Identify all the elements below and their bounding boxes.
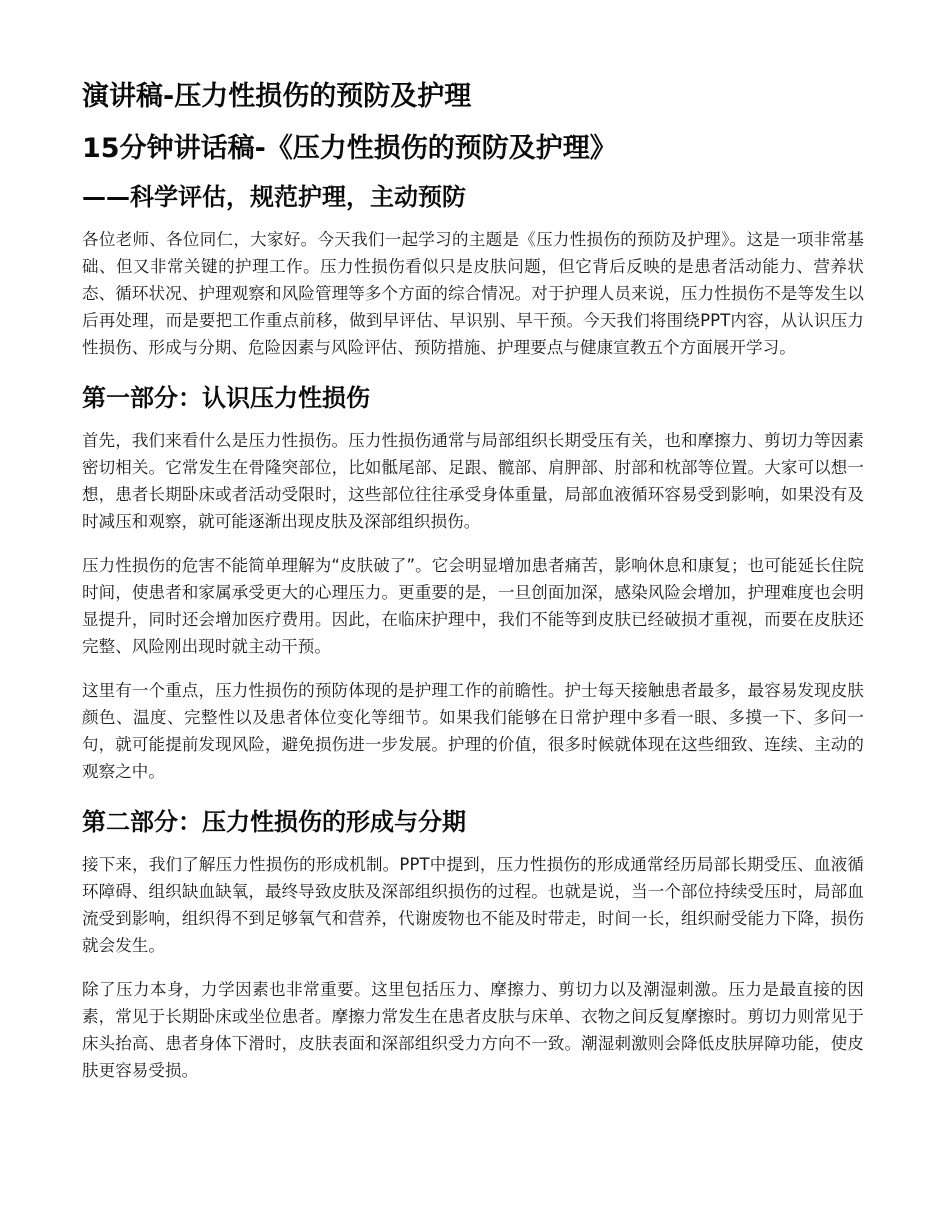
body-paragraph: 接下来，我们了解压力性损伤的形成机制。PPT中提到，压力性损伤的形成通常经历局部长期受压、血液循环障碍、组织缺血缺氧，最终导致皮肤及深部组织损伤的过程。也就是说，当一个部位持续受压时，局部血流受到影响，组织得不到足够氧气和营养，代谢废物也不能及时带走，时间一长，组织耐受能力下降，损伤就会发生。 xyxy=(82,855,864,955)
body-paragraph: 这里有一个重点，压力性损伤的预防体现的是护理工作的前瞻性。护士每天接触患者最多，最容易发现皮肤颜色、温度、完整性以及患者体位变化等细节。如果我们能够在日常护理中多看一眼、多摸一下、多问一句，就可能提前发现风险，避免损伤进一步发展。护理的价值，很多时候就体现在这些细致、连续、主动的观察之中。 xyxy=(82,681,864,781)
body-paragraph: 压力性损伤的危害不能简单理解为“皮肤破了”。它会明显增加患者痛苦，影响休息和康复；也可能延长住院时间，使患者和家属承受更大的心理压力。更重要的是，一旦创面加深，感染风险会增加，护理难度也会明显提升，同时还会增加医疗费用。因此，在临床护理中，我们不能等到皮肤已经破损才重视，而要在皮肤还完整、风险刚出现时就主动干预。 xyxy=(82,556,864,656)
section-part-two xyxy=(82,805,864,1084)
body-paragraph: 除了压力本身，力学因素也非常重要。这里包括压力、摩擦力、剪切力以及潮湿刺激。压力是最直接的因素，常见于长期卧床或坐位患者。摩擦力常发生在患者皮肤与床单、衣物之间反复摩擦时。剪切力则常见于床头抬高、患者身体下滑时，皮肤表面和深部组织受力方向不一致。潮湿刺激则会降低皮肤屏障功能，使皮肤更容易受损。 xyxy=(82,980,864,1080)
intro-paragraph: 各位老师、各位同仁，大家好。今天我们一起学习的主题是《压力性损伤的预防及护理》。这是一项非常基础、但又非常关键的护理工作。压力性损伤看似只是皮肤问题，但它背后反映的是患者活动能力、营养状态、循环状况、护理观察和风险管理等多个方面的综合情况。对于护理人员来说，压力性损伤不是等发生以后再处理，而是要把工作重点前移，做到早评估、早识别、早干预。今天我们将围绕PPT内容，从认识压力性损伤、形成与分期、危险因素与风险评估、预防措施、护理要点与健康宣教五个方面展开学习。 xyxy=(82,230,864,357)
document-subtitle: 15分钟讲话稿-《压力性损伤的预防及护理》 xyxy=(82,133,617,164)
document-tagline: ——科学评估，规范护理，主动预防 xyxy=(82,183,466,211)
section-heading: 第二部分：压力性损伤的形成与分期 xyxy=(82,808,466,836)
section-part-one xyxy=(82,381,864,785)
body-paragraph: 首先，我们来看什么是压力性损伤。压力性损伤通常与局部组织长期受压有关，也和摩擦力、剪切力等因素密切相关。它常发生在骨隆突部位，比如骶尾部、足跟、髋部、肩胛部、肘部和枕部等位置。大家可以想一想，患者长期卧床或者活动受限时，这些部位往往承受身体重量，局部血液循环容易受到影响，如果没有及时减压和观察，就可能逐渐出现皮肤及深部组织损伤。 xyxy=(82,431,864,531)
document-title: 演讲稿-压力性损伤的预防及护理 xyxy=(82,81,472,112)
section-heading: 第一部分：认识压力性损伤 xyxy=(82,384,370,412)
